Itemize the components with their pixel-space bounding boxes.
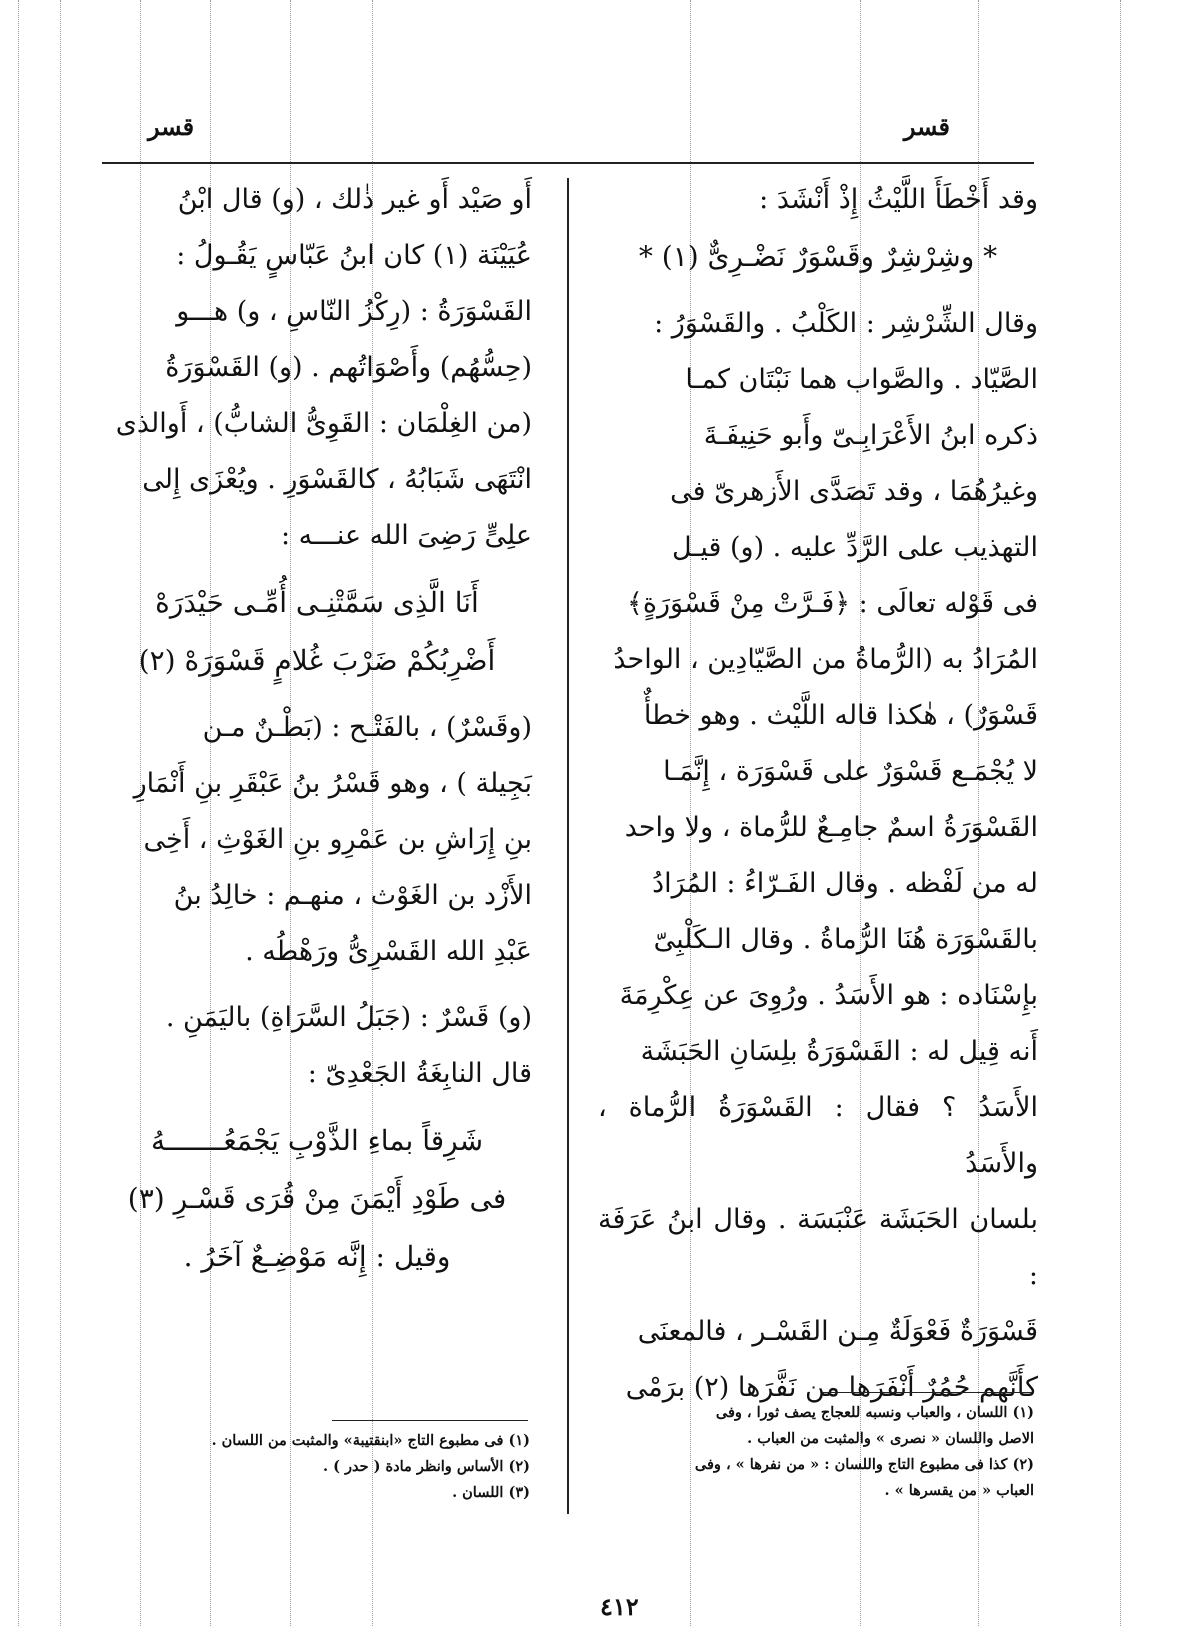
footnote-rule xyxy=(332,1420,528,1421)
verse-line: أَنَا الَّذِى سَمَّتْنِـى أُمِّـى حَيْدَرَهْ xyxy=(155,586,479,619)
verse-line: * وشِرْشِرٌ وقَسْوَرٌ نَضْـرِىٌّ (١) * xyxy=(638,240,998,273)
footnote-line: (٣) اللسان . xyxy=(452,1484,530,1501)
footnotes-left xyxy=(211,1428,530,1506)
text-line: الأَزْد بن الغَوْث ، منهـم : خالِدُ بنُ xyxy=(173,880,532,911)
footnote-rule xyxy=(822,1392,1032,1393)
text-line: وقيل : إِنَّه مَوْضِـعٌ آخَرُ . xyxy=(183,1240,451,1273)
text-line: بَجِيلة ) ، وهو قَسْرُ بنُ عَبْقَرِ بنِ أَنْمَارِ xyxy=(133,768,532,799)
text-line: (من الغِلْمَان : القَوِىُّ الشابُّ) ، أَوالذى xyxy=(115,408,532,439)
text-line: القَسْوَرَةُ : (رِكْزُ النّاسِ ، و) هـــو xyxy=(176,296,532,327)
scan-guide-line xyxy=(1120,0,1121,1626)
text-line: بلسان الحَبَشَة عَنْبَسَة . وقال ابنُ عَرَفَة : xyxy=(598,1204,1038,1291)
header-rule xyxy=(102,162,1034,164)
text-line: عَبْدِ الله القَسْرِىُّ ورَهْطُه . xyxy=(245,936,532,967)
text-line: قال النابِغَةُ الجَعْدِىّ : xyxy=(307,1058,532,1089)
text-line: المُرَادُ به (الرُّماةُ من الصَّيّادِين ، الواحدُ xyxy=(613,644,1038,675)
footnote-line: (١) اللسان ، والعباب ونسبه للعجاج يصف ثورا ، وفى xyxy=(715,1404,1034,1421)
scan-guide-line xyxy=(18,0,19,1626)
text-line: بالقَسْوَرَة هُنَا الرُّماةُ . وقال الـكَلْبِىّ xyxy=(653,924,1038,955)
column-divider xyxy=(567,178,569,1514)
footnote-line: الاصل واللسان « نصرى » والمثبت من العباب . xyxy=(747,1430,1034,1447)
text-line: بنِ إِرَاشِ بن عَمْرِو بنِ الغَوْثِ ، أَخِى xyxy=(143,824,532,855)
text-line: التهذيب على الرَّدِّ عليه . (و) قيـل xyxy=(672,532,1038,563)
text-line: انْتَهَى شَبَابُهُ ، كالقَسْوَرِ . ويُعْزَى إِلى xyxy=(142,464,532,495)
header-word-left: قسر xyxy=(148,112,195,141)
text-line: الأَسَدُ ؟ فقال : القَسْوَرَةُ الرُّماة ، والأَسَدُ xyxy=(598,1092,1038,1179)
text-line: وقال الشِّرْشِر : الكَلْبُ . والقَسْوَرُ : xyxy=(654,308,1038,339)
text-line: كأَنَّهم حُمُرٌ أَنْفَرَها من نَفَّرَها (٢) برَمْى xyxy=(625,1372,1038,1403)
text-line: علِىٍّ رَضِىَ الله عنـــه : xyxy=(280,520,532,551)
footnote-line: (٢) كذا فى مطبوع التاج واللسان : « من نفرها » ، وفى xyxy=(694,1456,1034,1473)
verse-line: أَضْرِبُكُمْ ضَرْبَ غُلامٍ قَسْوَرَهْ (٢) xyxy=(138,644,496,677)
text-line: قَسْوَرٌ) ، هٰكذا قاله اللَّيْث . وهو خطأٌ xyxy=(643,700,1038,731)
page-number: ٤١٢ xyxy=(600,1592,639,1621)
text-line: أَو صَيْد أَو غير ذٰلك ، (و) قال ابْنُ xyxy=(177,184,532,215)
text-line: (و) قَسْرٌ : (جَبَلُ السَّرَاةِ) باليَمَنِ . xyxy=(165,1002,532,1033)
text-line: أَنه قِيل له : القَسْوَرَةُ بلِسَانِ الحَبَشَة xyxy=(640,1036,1038,1067)
right-column xyxy=(598,172,1038,1416)
footnote-line: (١) فى مطبوع التاج «ابنقتيبة» والمثبت من اللسان . xyxy=(211,1432,530,1449)
header-word-right: قسر xyxy=(903,112,950,141)
verse-line: فى طَوْدِ أَيْمَنَ مِنْ قُرَى قَسْـرِ (٣) xyxy=(127,1182,507,1215)
text-line: الصَّيّاد . والصَّواب هما نَبْتَان كمـا xyxy=(685,364,1038,395)
text-line: (وقَسْرٌ) ، بالفَتْـح : (بَطْـنٌ مـن xyxy=(202,712,532,743)
verse-line: شَرِقاً بماءِ الذَّوْبِ يَجْمَعُـــــــهُ xyxy=(150,1124,484,1157)
text-line: له من لَفْظه . وقال الفَـرّاءُ : المُرَادُ xyxy=(652,868,1038,899)
left-column xyxy=(102,172,532,1286)
scan-guide-line xyxy=(60,0,61,1626)
footnote-line: (٢) الأساس وانظر مادة ( حدر ) . xyxy=(323,1458,530,1475)
footnotes-right xyxy=(598,1400,1034,1504)
text-line: (حِسُّهُم) وأَصْوَاتُهم . (و) القَسْوَرَةُ xyxy=(165,352,532,383)
text-line: وغيرُهُمَا ، وقد تَصَدَّى الأَزهرىّ فى xyxy=(670,476,1038,507)
text-line: عُيَيْنَة (١) كان ابنُ عَبّاسٍ يَقُـولُ : xyxy=(176,240,532,271)
text-line: وقد أَخْطَأَ اللَّيْثُ إِذْ أَنْشَدَ : xyxy=(759,184,1038,215)
text-line: القَسْوَرَةُ اسمٌ جامِـعٌ للرُّماة ، ولا واحد xyxy=(624,812,1038,843)
text-line: ذكره ابنُ الأَعْرَابِـىّ وأَبو حَنِيفَـةَ xyxy=(703,420,1038,451)
text-line: فى قَوْله تعالَى : ﴿فَـرَّتْ مِنْ قَسْوَرَةٍ﴾ xyxy=(627,588,1038,619)
text-line: قَسْوَرَةٌ فَعْوَلَةٌ مِـن القَسْـر ، فالمعنَى xyxy=(637,1316,1038,1347)
footnote-line: العباب « من يقسرها » . xyxy=(884,1482,1034,1499)
text-line: بإِسْنَاده : هو الأَسَدُ . ورُوِىَ عن عِكْرِمَةَ xyxy=(619,980,1038,1011)
text-line: لا يُجْمَـع قَسْوَرٌ على قَسْوَرَة ، إِنَّمَـا xyxy=(663,756,1038,787)
